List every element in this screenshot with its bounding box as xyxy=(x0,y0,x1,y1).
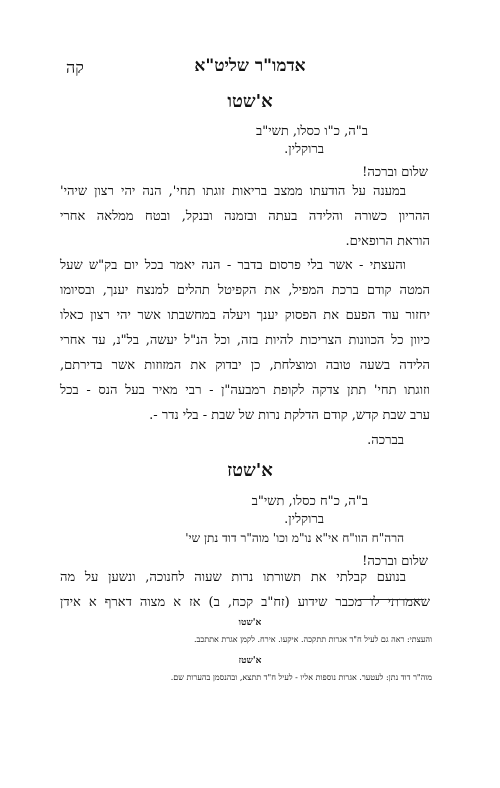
text-line: הלידה בשעה טובה ומוצלחת, כן יבדוק את המזוזות אשר בדירתם, xyxy=(60,358,430,373)
letter-1-paragraph-1 xyxy=(60,179,430,254)
text-line: הוראת הרופאים. xyxy=(345,234,430,249)
text-line: שאמרתי לו מכבר שידוע (זח"ב קכח, ב) אז א מצוה דארף א אידן xyxy=(60,595,430,610)
letter-1-closing: בברכה. xyxy=(367,433,404,448)
letter-1-greeting: שלום וברכה! xyxy=(362,165,428,180)
page-running-title: אדמו"ר שליט"א xyxy=(194,56,306,76)
page-number: קה xyxy=(66,58,84,77)
letter-2-addressee: הרה"ח הוו"ח אי"א נו"מ וכו' מוה"ר דוד נתן שי' xyxy=(185,531,404,545)
letter-2-date: ב"ה, כ"ח כסלו, תשי"ב xyxy=(251,494,368,509)
text-line: בנועם קבלתי את תשורתו נרות שעוה לחנוכה, ונשען על מה xyxy=(60,570,406,585)
footnote-1-heading: א'שטו xyxy=(238,618,262,628)
letter-1-paragraph-2 xyxy=(60,253,430,428)
text-line: והעצתי - אשר בלי פרסום בדבר - הנה יאמר בכל יום בק"ש שעל xyxy=(60,258,406,273)
letter-2-paragraph-1 xyxy=(60,565,430,615)
text-line: במענה על הודעתו ממצב בריאות זוגתו תחי', הנה יהי רצון שיהי' xyxy=(60,184,406,199)
text-line: יחזור עוד הפעם את הפסוק יענך ויעלה במחשבתו אשר יהי רצון כאלו xyxy=(60,308,430,323)
letter-1-date: ב"ה, כ"ו כסלו, תשי"ב xyxy=(256,124,368,139)
footnote-2-heading: א'שטז xyxy=(238,656,262,666)
footnote-2-text: מוה"ר דוד נתן: לעטער. אגרות נוספות אליו - לעיל ח"ד תתצא, ובהנסמן בהערות שם. xyxy=(170,673,432,682)
letter-2-place: ברוקלין. xyxy=(284,512,324,527)
text-line: המטה קודם ברכת המפיל, את הקפיטל תהלים למנצח יענך, ובסיומו xyxy=(60,283,430,298)
footnote-separator xyxy=(358,599,424,600)
letter-2-greeting: שלום וברכה! xyxy=(362,554,428,569)
text-line: כיוון כל הכוונות הצריכות להיות בזה, וכל הנ"ל יעשה, בל"נ, עד אחרי xyxy=(60,333,430,348)
text-line: ההריון כשורה והלידה בעתה ובזמנה ובנקל, ובטח ממלאה אחרי xyxy=(60,209,430,224)
text-line: ערב שבת קדש, קודם הדלקת נרות של שבת - בלי נדר -. xyxy=(149,408,430,423)
letter-number-1: א'שטו xyxy=(227,91,273,112)
text-line: וזוגתו תחי' תתן צדקה לקופת רמבעה"ן - רבי מאיר בעל הנס - בכל xyxy=(60,383,430,398)
letter-1-place: ברוקלין. xyxy=(284,142,324,157)
letter-number-2: א'שטז xyxy=(227,460,273,481)
footnote-1-text: והעצתי: ראה גם לעיל ח"ד אגרות תתקכה. איקעו. אירח. לקמן אגרת אתתכב. xyxy=(193,635,432,644)
